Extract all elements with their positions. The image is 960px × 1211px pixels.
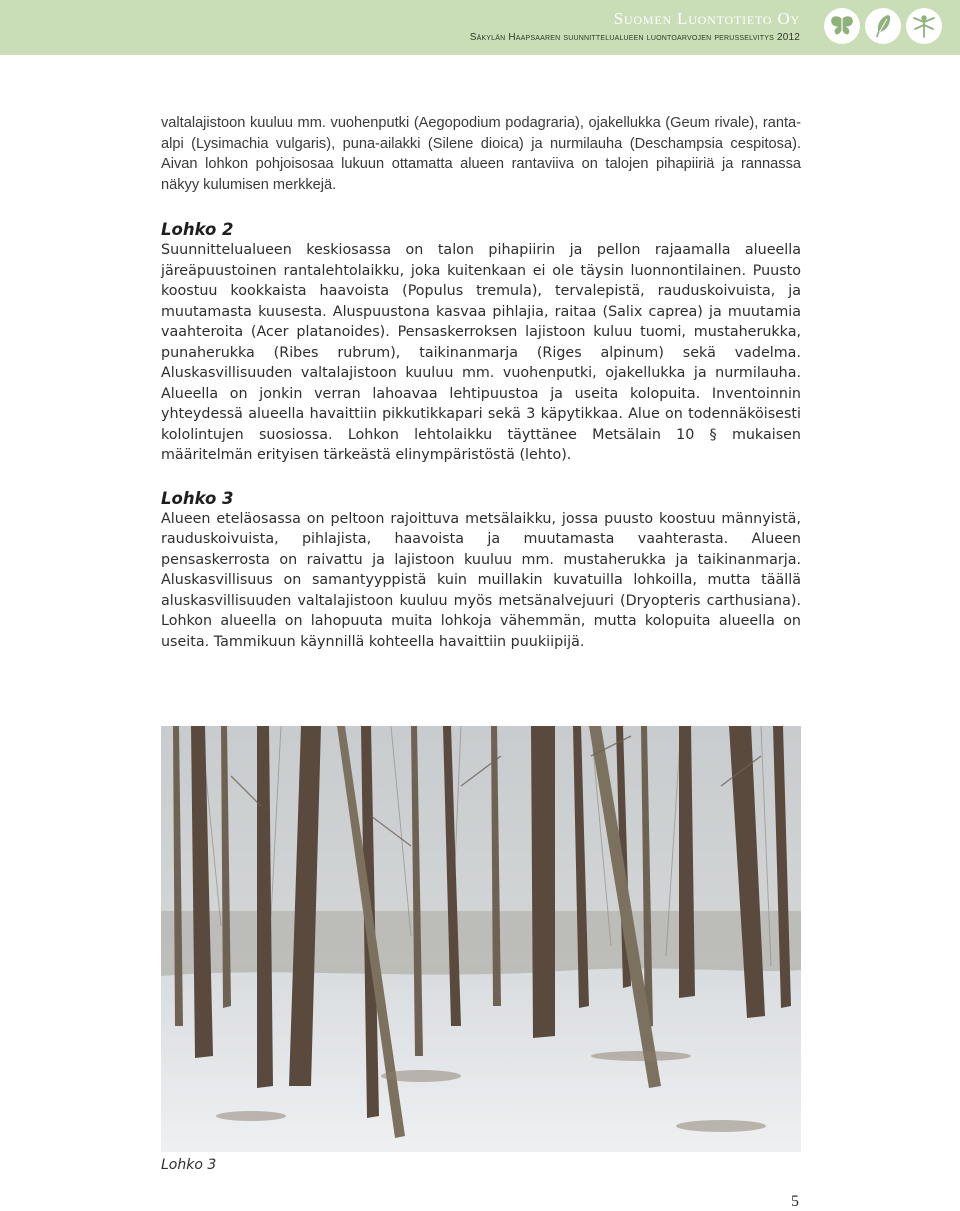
text-body: [161, 113, 801, 652]
photo-caption: Lohko 3: [161, 1157, 217, 1173]
dragonfly-icon: [906, 8, 942, 44]
section-text-lohko-3: Alueen eteläosassa on peltoon rajoittuva metsälaikku, jossa puusto koostuu männyistä, rauduskoivuista, pihlajista, haavoista ja muutamasta vaahterasta. Alueen pensaskerrosta on raivattu ja lajistoon kuuluu mm. mustaherukka ja taikinanmarja. Aluskasvillisuus on samantyyppistä kuin muillakin kuvatuilla lohkoilla, mutta täällä aluskasvillisuuden valtalajistoon kuuluu myös metsänalvejuuri (Dryopteris carthusiana). Lohkon alueella on lahopuuta muita lohkoja vähemmän, mutta kolopuita alueella on useita. Tammikuun käynnillä kohteella havaittiin puukiipijä.: [161, 510, 801, 650]
forest-photo: [161, 726, 801, 1152]
spacer: [161, 195, 801, 219]
intro-paragraph: valtalajistoon kuuluu mm. vuohenputki (Aegopodium podagraria), ojakellukka (Geum rivale), ranta-alpi (Lysimachia vulgaris), puna-ailakki (Silene dioica) ja nurmilauha (Deschampsia cespitosa). Aivan lohkon pohjoisosaa lukuun ottamatta alueen rantaviiva on talojen pihapiiriä ja rannassa näkyy kulumisen merkkejä.: [161, 115, 801, 193]
company-name: Suomen Luontotieto Oy: [613, 9, 800, 28]
header-band: [0, 0, 960, 55]
report-title: Säkylän Haapsaaren suunnittelualueen luontoarvojen perusselvitys 2012: [469, 32, 800, 43]
section-heading-lohko-3: Lohko 3: [161, 488, 234, 508]
butterfly-icon: [824, 8, 860, 44]
spacer: [161, 466, 801, 488]
section-heading-lohko-2: Lohko 2: [161, 220, 234, 239]
page-number: 5: [791, 1193, 799, 1210]
feather-icon: [865, 8, 901, 44]
logo-group: [824, 8, 942, 44]
section-text-lohko-2: Suunnittelualueen keskiosassa on talon pihapiirin ja pellon rajaamalla alueella järeäpuustoinen rantalehtolaikku, joka kuitenkaan ei ole täysin luonnontilainen. Puusto koostuu kookkaista haavoista (Populus tremula), tervalepistä, rauduskoivuista, ja muutamasta kuusesta. Aluspuustona kasvaa pihlajia, raitaa (Salix caprea) ja muutamia vaahteroita (Acer platanoides). Pensaskerroksen lajistoon kuluu tuomi, mustaherukka, punaherukka (Ribes rubrum), taikinanmarja (Riges alpinum) sekä vadelma. Aluskasvillisuuden valtalajistoon kuuluu mm. vuohenputki, ojakellukka ja nurmilauha. Alueella on jonkin verran lahoavaa lehtipuustoa ja useita kolopuita. Inventoinnin yhteydessä alueella havaittiin pikkutikkapari sekä 3 käpytikkaa. Alue on todennäköisesti kololintujen suosiossa. Lohkon lehtolaikku täyttänee Metsälain 10 § mukaisen määritelmän erityisen tärkeästä elinympäristöstä (lehto).: [161, 242, 801, 463]
